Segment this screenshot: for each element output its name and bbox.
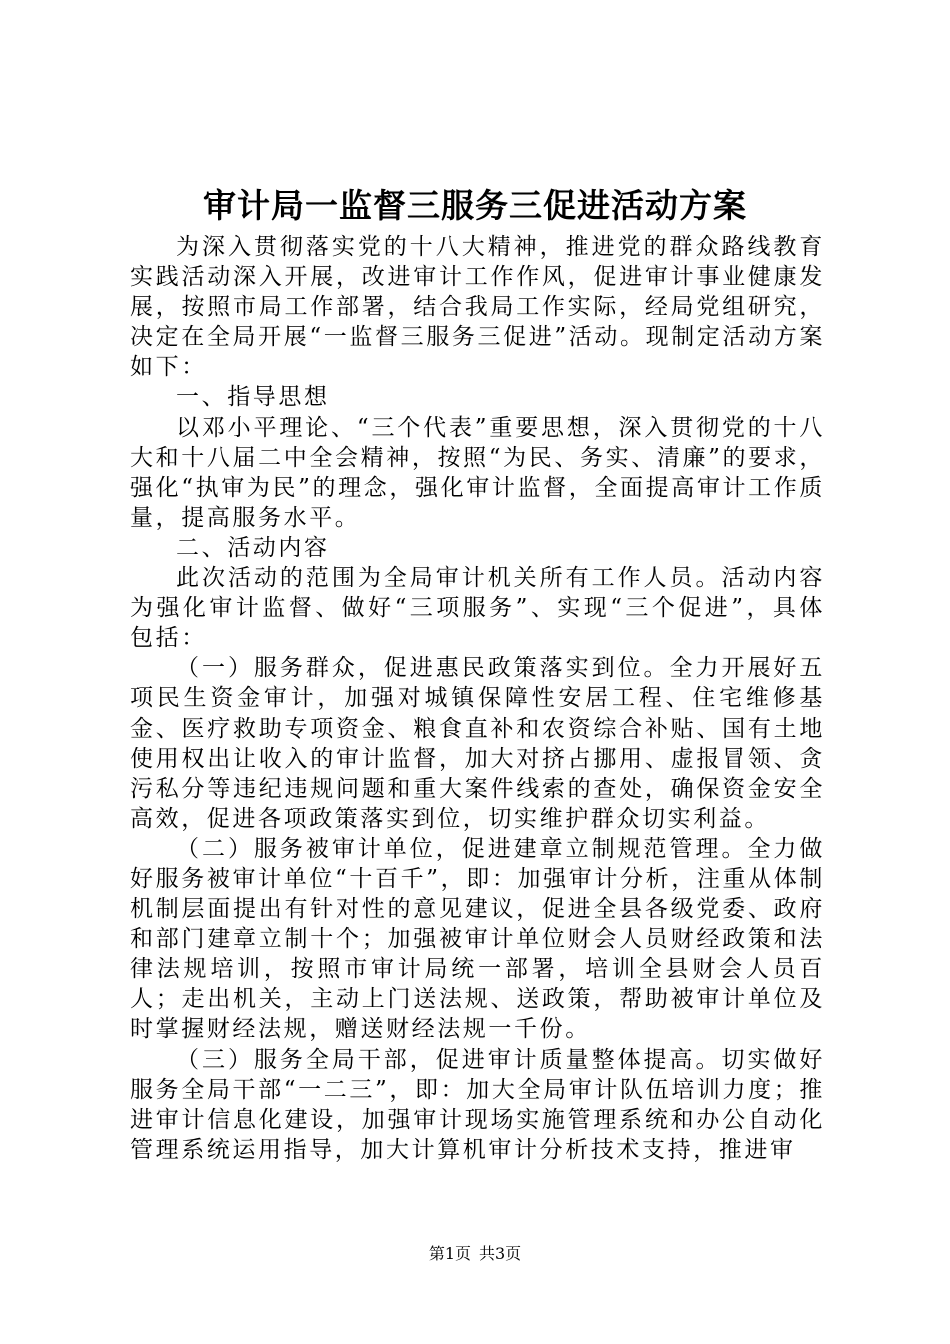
section-heading-guiding-ideology: 一、指导思想 <box>176 384 330 411</box>
page-number: 第1页 <box>428 1244 471 1263</box>
item-one-paragraph: （一）服务群众，促进惠民政策落实到位。全力开展好五项民生资金审计，加强对城镇保障性安居工程、住宅维修基金、医疗救助专项资金、粮食直补和农资综合补贴、国有土地使用权出让收入的审计监督，加大对挤占挪用、虚报冒领、贪污私分等违纪违规问题和重大案件线索的查处，确保资金安全高效，促进各项政策落实到位，切实维护群众切实利益。 <box>130 655 825 832</box>
item-two-paragraph: （二）服务被审计单位，促进建章立制规范管理。全力做好服务被审计单位“十百千”，即：加强审计分析，注重从体制机制层面提出有针对性的意见建议，促进全县各级党委、政府和部门建章立制十个；加强被审计单位财会人员财经政策和法律法规培训，按照市审计局统一部署，培训全县财会人员百人；走出机关，主动上门送法规、送政策，帮助被审计单位及时掌握财经法规，赠送财经法规一千份。 <box>130 835 825 1043</box>
page-footer <box>0 1242 950 1266</box>
item-three-paragraph: （三）服务全局干部，促进审计质量整体提高。切实做好服务全局干部“一二三”，即：加大全局审计队伍培训力度；推进审计信息化建设，加强审计现场实施管理系统和办公自动化管理系统运用指导，加大计算机审计分析技术支持，推进审 <box>130 1046 825 1163</box>
document-body <box>130 232 825 1165</box>
document-title: 审计局一监督三服务三促进活动方案 <box>203 186 747 225</box>
intro-paragraph: 为深入贯彻落实党的十八大精神，推进党的群众路线教育实践活动深入开展，改进审计工作作风，促进审计事业健康发展，按照市局工作部署，结合我局工作实际，经局党组研究，决定在全局开展“一监督三服务三促进”活动。现制定活动方案如下： <box>130 234 825 381</box>
guiding-ideology-paragraph: 以邓小平理论、“三个代表”重要思想，深入贯彻党的十八大和十八届二中全会精神，按照“为民、务实、清廉”的要求，强化“执审为民”的理念，强化审计监督，全面提高审计工作质量，提高服务水平。 <box>130 414 825 531</box>
page-total: 共3页 <box>479 1244 522 1263</box>
activity-scope-paragraph: 此次活动的范围为全局审计机关所有工作人员。活动内容为强化审计监督、做好“三项服务”、实现“三个促进”，具体包括： <box>130 565 825 652</box>
section-heading-activity-content: 二、活动内容 <box>176 534 330 561</box>
